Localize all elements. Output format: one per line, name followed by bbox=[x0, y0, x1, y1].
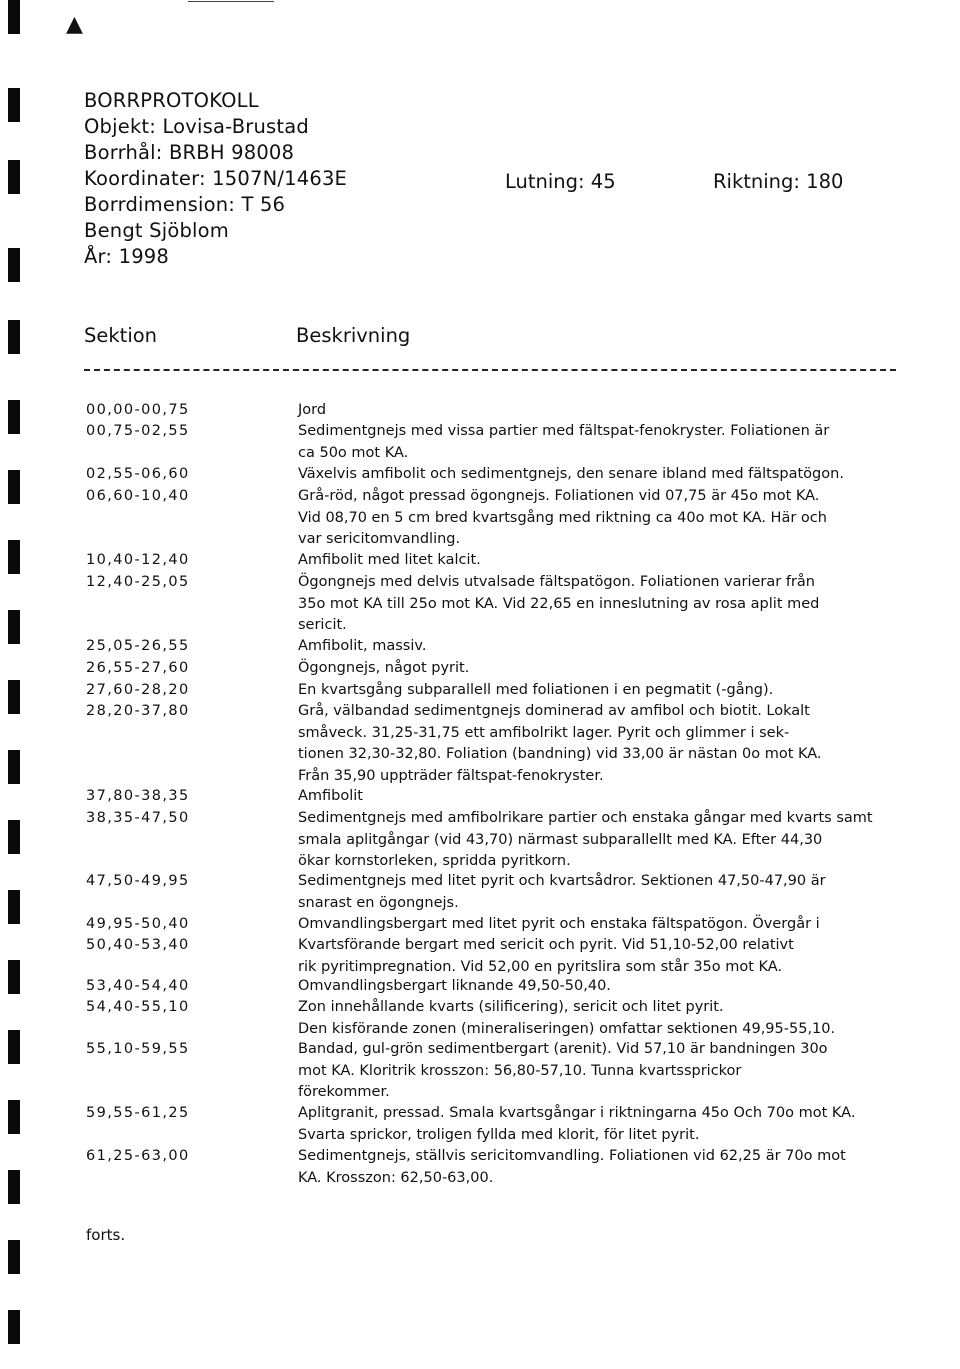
section-interval: 10,40-12,40 bbox=[86, 552, 190, 568]
section-interval: 38,35-47,50 bbox=[86, 810, 190, 826]
section-interval: 53,40-54,40 bbox=[86, 978, 190, 994]
description-line: Ögongnejs med delvis utvalsade fältspatögon. Foliationen varierar från bbox=[298, 574, 815, 590]
description-line: Sedimentgnejs med vissa partier med fältspat-fenokryster. Foliationen är bbox=[298, 423, 830, 439]
arrow-mark-icon: ▲ bbox=[66, 12, 83, 37]
description-line: småveck. 31,25-31,75 ett amfibolrikt lager. Pyrit och glimmer i sek- bbox=[298, 724, 790, 741]
description-line: Svarta sprickor, troligen fyllda med klorit, för litet pyrit. bbox=[298, 1126, 700, 1143]
description-line: Ögongnejs, något pyrit. bbox=[298, 660, 470, 676]
section-interval: 25,05-26,55 bbox=[86, 638, 190, 654]
section-description bbox=[298, 464, 898, 486]
section-interval: 54,40-55,10 bbox=[86, 999, 190, 1015]
description-line: förekommer. bbox=[298, 1084, 390, 1100]
description-line: tionen 32,30-32,80. Foliation (bandning) vid 33,00 är nästan 0o mot KA. bbox=[298, 746, 822, 762]
description-line: Grå, välbandad sedimentgnejs dominerad av amfibol och biotit. Lokalt bbox=[298, 703, 810, 719]
section-description bbox=[298, 658, 898, 680]
description-line: smala aplitgångar (vid 43,70) närmast subparallellt med KA. Efter 44,30 bbox=[298, 831, 823, 848]
description-line: Zon innehållande kvarts (silificering), sericit och litet pyrit. bbox=[298, 999, 724, 1015]
description-line: Omvandlingsbergart med litet pyrit och enstaka fältspatögon. Övergår i bbox=[298, 916, 820, 932]
section-interval: 61,25-63,00 bbox=[86, 1148, 190, 1164]
section-interval: 28,20-37,80 bbox=[86, 703, 190, 719]
koordinater-line: Koordinater: 1507N/1463E bbox=[84, 167, 348, 190]
description-line: Sedimentgnejs med amfibolrikare partier och enstaka gångar med kvarts samt bbox=[298, 810, 873, 826]
description-line: snarast en ögongnejs. bbox=[298, 894, 459, 911]
section-description bbox=[298, 786, 898, 808]
section-description bbox=[298, 421, 898, 464]
section-description bbox=[298, 997, 898, 1040]
top-rule bbox=[188, 1, 274, 2]
section-description bbox=[298, 486, 898, 551]
description-line: Amfibolit bbox=[298, 788, 363, 804]
section-interval: 49,95-50,40 bbox=[86, 916, 190, 932]
column-header-beskrivning: Beskrivning bbox=[296, 324, 411, 347]
description-line: Grå-röd, något pressad ögongnejs. Foliationen vid 07,75 är 45o mot KA. bbox=[298, 488, 820, 504]
description-line: var sericitomvandling. bbox=[298, 531, 461, 547]
description-line: Den kisförande zonen (mineraliseringen) omfattar sektionen 49,95-55,10. bbox=[298, 1020, 836, 1037]
person-line: Bengt Sjöblom bbox=[84, 219, 230, 242]
description-line: Aplitgranit, pressad. Smala kvartsgångar i riktningarna 45o Och 70o mot KA. bbox=[298, 1105, 856, 1121]
section-interval: 37,80-38,35 bbox=[86, 788, 190, 804]
description-line: En kvartsgång subparallell med foliationen i en pegmatit (-gång). bbox=[298, 682, 774, 698]
section-interval: 50,40-53,40 bbox=[86, 937, 190, 953]
description-line: Vid 08,70 en 5 cm bred kvartsgång med riktning ca 40o mot KA. Här och bbox=[298, 509, 827, 526]
borrdimension-line: Borrdimension: T 56 bbox=[84, 193, 286, 216]
continued-label: forts. bbox=[86, 1226, 126, 1244]
description-line: KA. Krosszon: 62,50-63,00. bbox=[298, 1169, 494, 1186]
section-description bbox=[298, 550, 898, 572]
section-description bbox=[298, 636, 898, 658]
section-description bbox=[298, 701, 898, 787]
description-line: Amfibolit, massiv. bbox=[298, 638, 427, 654]
section-interval: 47,50-49,95 bbox=[86, 873, 190, 889]
section-interval: 59,55-61,25 bbox=[86, 1105, 190, 1121]
lutning-value: Lutning: 45 bbox=[505, 170, 616, 193]
description-line: 35o mot KA till 25o mot KA. Vid 22,65 en inneslutning av rosa aplit med bbox=[298, 595, 820, 612]
borrhal-line: Borrhål: BRBH 98008 bbox=[84, 141, 295, 164]
section-description bbox=[298, 400, 898, 422]
description-line: Sedimentgnejs, ställvis sericitomvandling. Foliationen vid 62,25 är 70o mot bbox=[298, 1148, 846, 1164]
description-line: Växelvis amfibolit och sedimentgnejs, den senare ibland med fältspatögon. bbox=[298, 466, 844, 482]
objekt-line: Objekt: Lovisa-Brustad bbox=[84, 115, 309, 138]
section-interval: 00,00-00,75 bbox=[86, 402, 190, 418]
document-title: BORRPROTOKOLL bbox=[84, 89, 259, 112]
protocol-header bbox=[84, 88, 347, 270]
section-description bbox=[298, 808, 898, 873]
section-interval: 00,75-02,55 bbox=[86, 423, 190, 439]
section-description bbox=[298, 871, 898, 914]
section-interval: 27,60-28,20 bbox=[86, 682, 190, 698]
binder-hole-strip bbox=[8, 0, 22, 1369]
header-divider bbox=[84, 369, 896, 371]
description-line: mot KA. Kloritrik krosszon: 56,80-57,10. Tunna kvartssprickor bbox=[298, 1062, 742, 1079]
description-line: Bandad, gul-grön sedimentbergart (arenit). Vid 57,10 är bandningen 30o bbox=[298, 1041, 828, 1057]
section-interval: 02,55-06,60 bbox=[86, 466, 190, 482]
section-description bbox=[298, 935, 898, 978]
description-line: Från 35,90 uppträder fältspat-fenokryster. bbox=[298, 767, 604, 784]
description-line: Kvartsförande bergart med sericit och pyrit. Vid 51,10-52,00 relativt bbox=[298, 937, 794, 953]
section-interval: 55,10-59,55 bbox=[86, 1041, 190, 1057]
description-line: ökar kornstorleken, spridda pyritkorn. bbox=[298, 853, 571, 869]
section-description bbox=[298, 1103, 898, 1146]
section-interval: 12,40-25,05 bbox=[86, 574, 190, 590]
description-line: Amfibolit med litet kalcit. bbox=[298, 552, 481, 568]
column-header-sektion: Sektion bbox=[84, 324, 158, 347]
section-description bbox=[298, 1146, 898, 1189]
section-description bbox=[298, 572, 898, 637]
section-interval: 26,55-27,60 bbox=[86, 660, 190, 676]
description-line: Jord bbox=[298, 402, 327, 418]
description-line: ca 50o mot KA. bbox=[298, 444, 409, 461]
section-description bbox=[298, 1039, 898, 1104]
section-interval: 06,60-10,40 bbox=[86, 488, 190, 504]
section-description bbox=[298, 680, 898, 702]
section-description bbox=[298, 914, 898, 936]
description-line: Omvandlingsbergart liknande 49,50-50,40. bbox=[298, 978, 611, 994]
description-line: rik pyritimpregnation. Vid 52,00 en pyritslira som står 35o mot KA. bbox=[298, 958, 783, 975]
section-description bbox=[298, 976, 898, 998]
description-line: sericit. bbox=[298, 617, 347, 633]
year-line: År: 1998 bbox=[84, 245, 170, 268]
description-line: Sedimentgnejs med litet pyrit och kvartsådror. Sektionen 47,50-47,90 är bbox=[298, 873, 826, 889]
riktning-value: Riktning: 180 bbox=[713, 170, 844, 193]
